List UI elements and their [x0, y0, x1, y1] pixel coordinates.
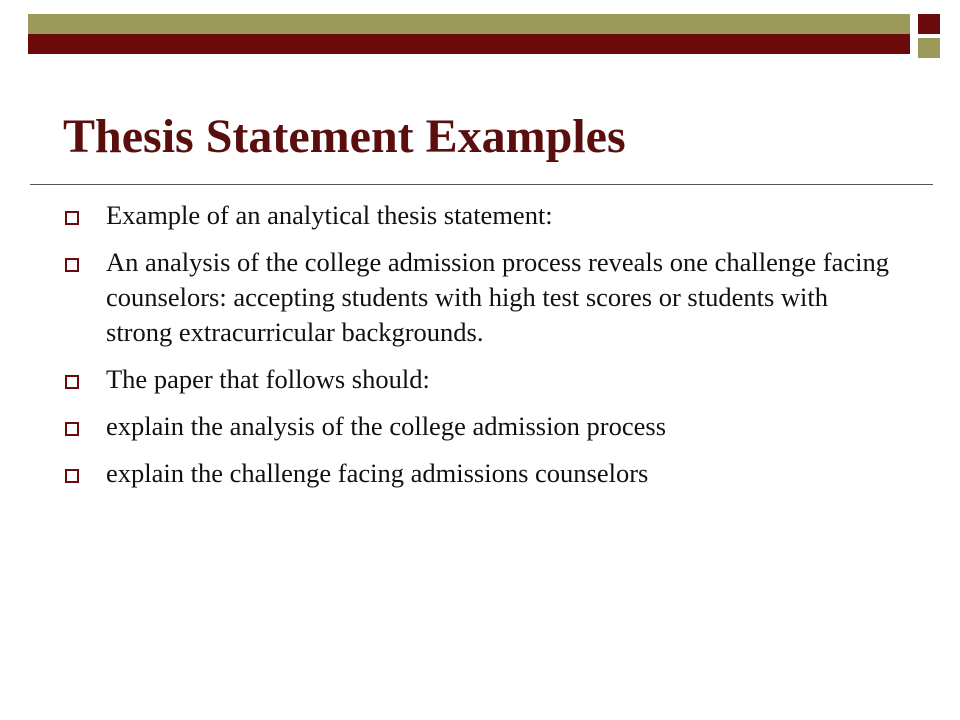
- bullet-text: explain the challenge facing admissions counselors: [106, 458, 649, 488]
- bullet-text: explain the analysis of the college admission process: [106, 411, 667, 441]
- bullet-item: [62, 362, 892, 397]
- title-divider: [30, 184, 933, 185]
- corner-square-olive: [918, 38, 940, 58]
- hollow-square-bullet-icon: [65, 258, 79, 272]
- bullet-text: An analysis of the college admission process reveals one challenge facing counselors: accepting students with high test scores or students with strong extracurricular backgrounds.: [106, 247, 889, 347]
- bullet-list: [62, 198, 892, 503]
- bullet-text: The paper that follows should:: [106, 364, 430, 394]
- bullet-item: [62, 198, 892, 233]
- corner-square-maroon: [918, 14, 940, 34]
- olive-band: [28, 14, 910, 34]
- top-decorative-bar: [0, 0, 960, 62]
- hollow-square-bullet-icon: [65, 469, 79, 483]
- bullet-text: Example of an analytical thesis statement:: [106, 200, 553, 230]
- maroon-band: [28, 34, 910, 54]
- bullet-item: [62, 245, 892, 350]
- hollow-square-bullet-icon: [65, 211, 79, 225]
- bullet-item: [62, 456, 892, 491]
- bullet-item: [62, 409, 892, 444]
- hollow-square-bullet-icon: [65, 422, 79, 436]
- slide-title: Thesis Statement Examples: [63, 110, 626, 163]
- hollow-square-bullet-icon: [65, 375, 79, 389]
